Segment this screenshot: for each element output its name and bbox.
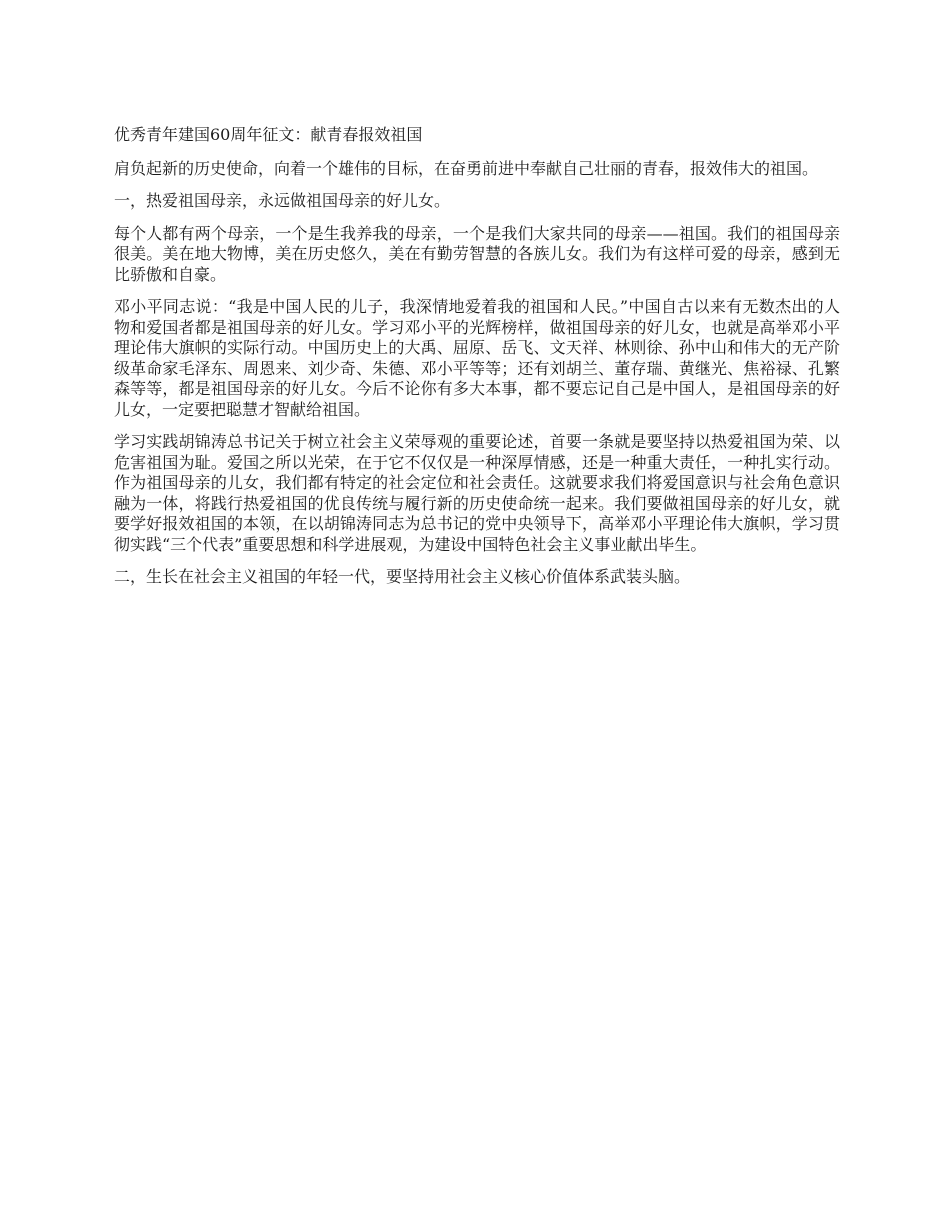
paragraph-deng-quote: 邓小平同志说：“我是中国人民的儿子，我深情地爱着我的祖国和人民。”中国自古以来有无数杰出的人物和爱国者都是祖国母亲的好儿女。学习邓小平的光辉榜样，做祖国母亲的好儿女，也就是高举邓小平理论伟大旗帜的实际行动。中国历史上的大禹、屈原、岳飞、文天祥、林则徐、孙中山和伟大的无产阶级革命家毛泽东、周恩来、刘少奇、朱德、邓小平等等；还有刘胡兰、董存瑞、黄继光、焦裕禄、孔繁森等等，都是祖国母亲的好儿女。今后不论你有多大本事，都不要忘记自己是中国人，是祖国母亲的好儿女，一定要把聪慧才智献给祖国。 [114, 297, 840, 419]
document-body [114, 125, 840, 600]
section-heading-2: 二，生长在社会主义祖国的年轻一代，要坚持用社会主义核心价值体系武装头脑。 [114, 567, 691, 586]
paragraph-intro: 肩负起新的历史使命，向着一个雄伟的目标，在奋勇前进中奉献自己壮丽的青春，报效伟大的祖国。 [114, 158, 819, 178]
paragraph-honor-disgrace: 学习实践胡锦涛总书记关于树立社会主义荣辱观的重要论述，首要一条就是要坚持以热爱祖国为荣、以危害祖国为耻。爱国之所以光荣，在于它不仅仅是一种深厚情感，还是一种重大责任，一种扎实行动。作为祖国母亲的儿女，我们都有特定的社会定位和社会责任。这就要求我们将爱国意识与社会角色意识融为一体，将践行热爱祖国的优良传统与履行新的历史使命统一起来。我们要做祖国母亲的好儿女，就要学好报效祖国的本领，在以胡锦涛同志为总书记的党中央领导下，高举邓小平理论伟大旗帜，学习贯彻实践“三个代表”重要思想和科学进展观，为建设中国特色社会主义事业献出毕生。 [114, 432, 840, 554]
paragraph-two-mothers: 每个人都有两个母亲，一个是生我养我的母亲，一个是我们大家共同的母亲——祖国。我们的祖国母亲很美。美在地大物博，美在历史悠久，美在有勤劳智慧的各族儿女。我们为有这样可爱的母亲，感到无比骄傲和自豪。 [114, 223, 840, 284]
section-heading-1: 一，热爱祖国母亲，永远做祖国母亲的好儿女。 [114, 191, 451, 210]
document-title: 优秀青年建国60周年征文：献青春报效祖国 [114, 125, 423, 144]
